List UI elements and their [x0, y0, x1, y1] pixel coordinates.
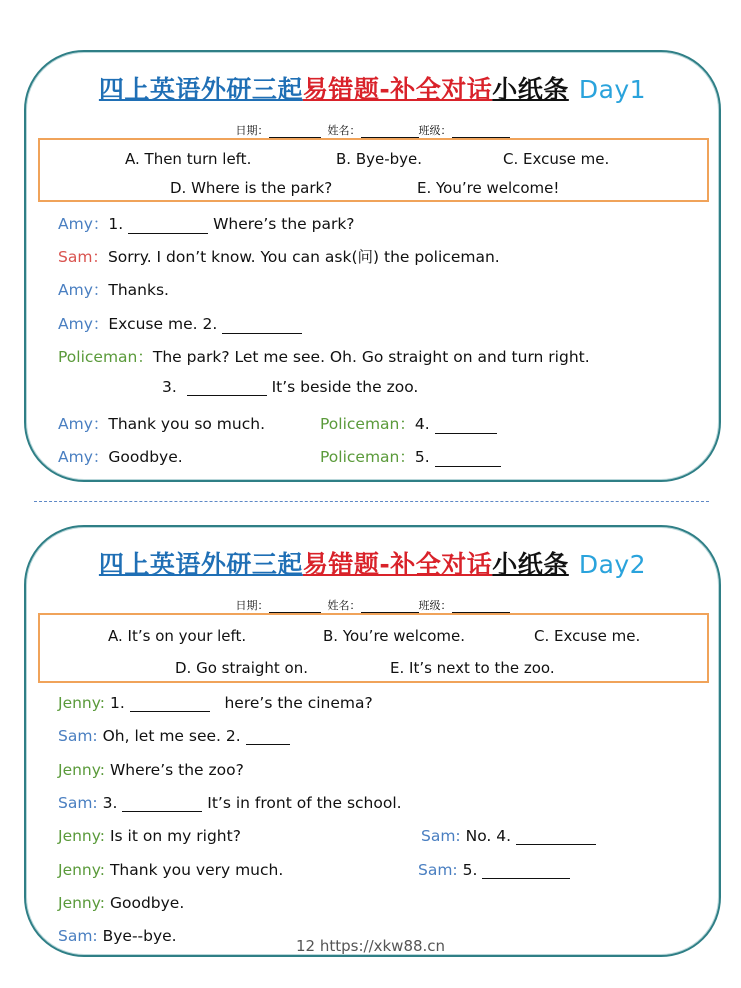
- answer-blank-4[interactable]: [516, 830, 596, 845]
- speaker: Jenny:: [58, 827, 106, 845]
- watermark: 12 https://xkw88.cn: [296, 937, 446, 955]
- dialogue-line-7b: Policeman：4.: [320, 412, 497, 434]
- speaker: Jenny:: [58, 761, 106, 779]
- day-label: Day2: [578, 550, 647, 579]
- dialogue-line-8: Amy：Goodbye.: [58, 448, 183, 466]
- dialogue-line-1: Jenny: 1. here’s the cinema?: [58, 694, 373, 712]
- speaker: Sam：: [58, 248, 108, 266]
- date-blank[interactable]: [269, 602, 321, 613]
- dialogue-line-5b: Sam: No. 4.: [421, 827, 596, 845]
- dialogue-line-4: Amy：Excuse me. 2.: [58, 312, 302, 334]
- dialogue-line-7: Amy：Thank you so much.: [58, 415, 265, 433]
- speaker: Policeman：: [58, 348, 153, 366]
- dialogue-line-4: Sam: 3. It’s in front of the school.: [58, 794, 402, 812]
- option-b: B. You’re welcome.: [323, 627, 465, 645]
- answer-blank-2[interactable]: [222, 319, 302, 334]
- options-box: [38, 138, 709, 202]
- option-e: E. You’re welcome!: [417, 179, 560, 197]
- speaker: Amy：: [58, 448, 109, 466]
- option-d: D. Go straight on.: [175, 659, 309, 677]
- speaker: Amy：: [58, 281, 109, 299]
- worksheet-card-day1: [24, 50, 721, 482]
- dialogue-line-5: Jenny: Is it on my right?: [58, 827, 241, 845]
- option-c: C. Excuse me.: [534, 627, 641, 645]
- class-blank[interactable]: [452, 127, 510, 138]
- speaker: Amy：: [58, 315, 109, 333]
- dialogue-line-1: Amy：1. Where’s the park?: [58, 215, 355, 233]
- dialogue-line-6b: Sam: 5.: [418, 861, 570, 879]
- speaker: Jenny:: [58, 694, 106, 712]
- speaker: Policeman：: [320, 448, 415, 466]
- answer-blank-1[interactable]: [130, 697, 210, 712]
- speaker: Amy：: [58, 415, 109, 433]
- dialogue-line-2: Sam：Sorry. I don’t know. You can ask(问) the policeman.: [58, 248, 500, 266]
- dialogue-line-2: Sam: Oh, let me see. 2.: [58, 727, 290, 745]
- class-blank[interactable]: [452, 602, 510, 613]
- info-row: 日期： 姓名： 班级：: [26, 597, 719, 613]
- answer-blank-5[interactable]: [435, 452, 501, 467]
- speaker: Sam:: [418, 861, 458, 879]
- speaker: Sam:: [58, 794, 98, 812]
- dialogue-line-3: Jenny: Where’s the zoo?: [58, 761, 244, 779]
- name-blank[interactable]: [361, 127, 419, 138]
- answer-blank-3[interactable]: [122, 797, 202, 812]
- speaker: Sam:: [421, 827, 461, 845]
- option-d: D. Where is the park?: [170, 179, 333, 197]
- answer-blank-4[interactable]: [435, 419, 497, 434]
- answer-blank-2[interactable]: [246, 730, 290, 745]
- name-blank[interactable]: [361, 602, 419, 613]
- date-blank[interactable]: [269, 127, 321, 138]
- answer-blank-3[interactable]: [187, 381, 267, 396]
- speaker: Sam:: [58, 727, 98, 745]
- day-label: Day1: [578, 75, 647, 104]
- speaker: Policeman：: [320, 415, 415, 433]
- dialogue-line-5: Policeman：The park? Let me see. Oh. Go straight on and turn right.: [58, 348, 590, 366]
- option-a: A. Then turn left.: [125, 150, 252, 168]
- speaker: Jenny:: [58, 894, 106, 912]
- info-row: 日期： 姓名： 班级：: [26, 122, 719, 138]
- dialogue-line-6: 3. It’s beside the zoo.: [162, 378, 419, 396]
- cut-divider: [34, 501, 709, 502]
- speaker: Jenny:: [58, 861, 106, 879]
- dialogue-line-8b: Policeman：5.: [320, 445, 501, 467]
- answer-blank-5[interactable]: [482, 864, 570, 879]
- worksheet-card-day2: [24, 525, 721, 957]
- card-title: 四上英语外研三起易错题-补全对话小纸条 Day2: [98, 550, 647, 579]
- dialogue-line-7: Jenny: Goodbye.: [58, 894, 185, 912]
- option-a: A. It’s on your left.: [108, 627, 247, 645]
- speaker: Amy：: [58, 215, 109, 233]
- dialogue-line-8: Sam: Bye--bye.: [58, 927, 177, 945]
- option-c: C. Excuse me.: [503, 150, 610, 168]
- card-title: 四上英语外研三起易错题-补全对话小纸条 Day1: [98, 75, 647, 104]
- option-b: B. Bye-bye.: [336, 150, 423, 168]
- speaker: Sam:: [58, 927, 98, 945]
- dialogue-line-3: Amy：Thanks.: [58, 281, 169, 299]
- dialogue-line-6: Jenny: Thank you very much.: [58, 861, 284, 879]
- answer-blank-1[interactable]: [128, 219, 208, 234]
- option-e: E. It’s next to the zoo.: [390, 659, 555, 677]
- options-box: [38, 613, 709, 683]
